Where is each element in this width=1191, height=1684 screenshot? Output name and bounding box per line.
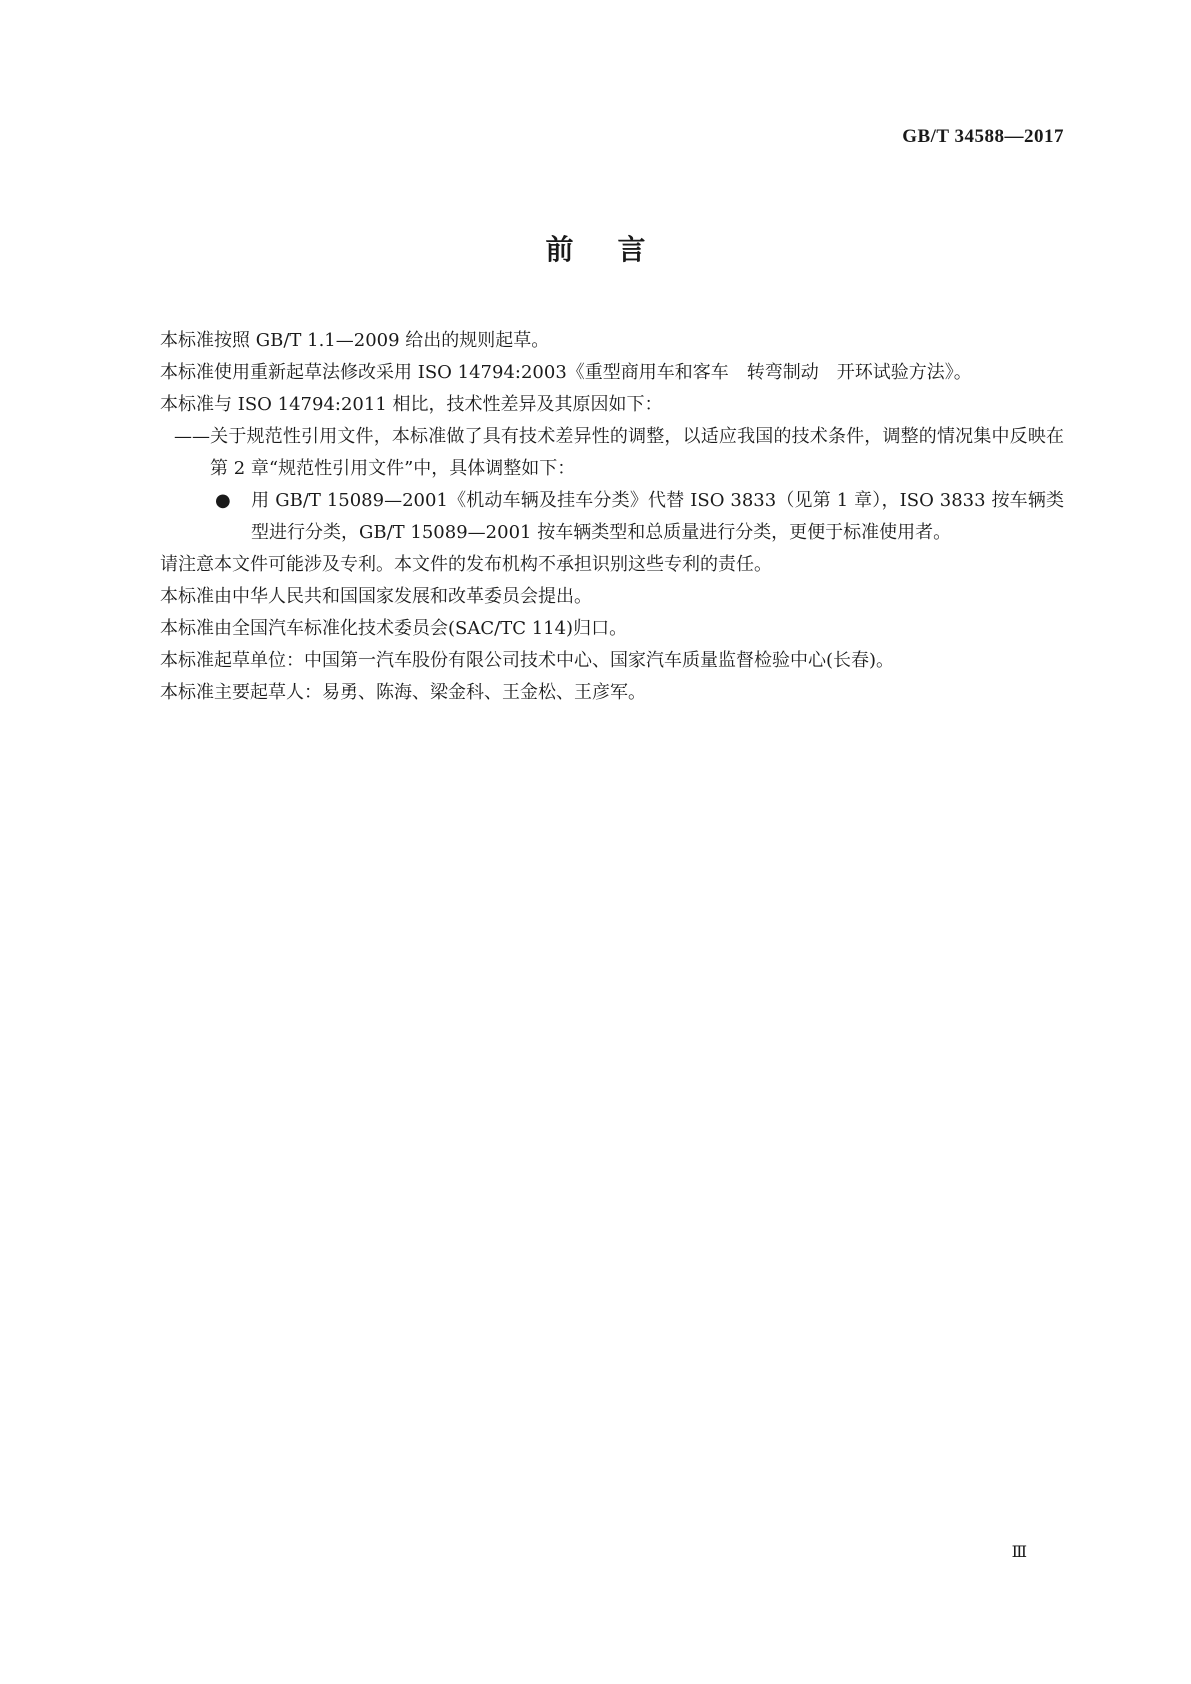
dash-mark: —— xyxy=(174,426,210,447)
dash-list-item xyxy=(124,421,1064,485)
bullet-list-item-text: 用 GB/T 15089—2001《机动车辆及挂车分类》代替 ISO 3833（见第 1 章），ISO 3833 按车辆类型进行分类，GB/T 15089—2001 按车辆类型和总质量进行分类，更便于标准使用者。 xyxy=(251,490,1064,543)
paragraph-patent-notice: 请注意本文件可能涉及专利。本文件的发布机构不承担识别这些专利的责任。 xyxy=(160,554,772,575)
paragraph-drafting-rules: 本标准按照 GB/T 1.1—2009 给出的规则起草。 xyxy=(160,330,550,351)
paragraph-adoption: 本标准使用重新起草法修改采用 ISO 14794:2003《重型商用车和客车 转弯制动 开环试验方法》。 xyxy=(160,362,972,383)
dash-list-item-text: 关于规范性引用文件，本标准做了具有技术差异性的调整，以适应我国的技术条件，调整的情况集中反映在第 2 章“规范性引用文件”中，具体调整如下： xyxy=(210,426,1064,479)
foreword-body xyxy=(124,325,1064,709)
page-number: Ⅲ xyxy=(1011,1544,1027,1561)
bullet-icon: ● xyxy=(215,490,231,511)
standard-code: GB/T 34588—2017 xyxy=(902,126,1064,147)
paragraph-technical-committee: 本标准由全国汽车标准化技术委员会(SAC/TC 114)归口。 xyxy=(160,618,628,639)
paragraph-drafting-units: 本标准起草单位：中国第一汽车股份有限公司技术中心、国家汽车质量监督检验中心(长春)。 xyxy=(160,650,895,671)
paragraph-proposer: 本标准由中华人民共和国国家发展和改革委员会提出。 xyxy=(160,586,592,607)
paragraph-differences: 本标准与 ISO 14794:2011 相比，技术性差异及其原因如下： xyxy=(160,394,663,415)
page-title: 前言 xyxy=(545,233,690,266)
paragraph-drafters: 本标准主要起草人：易勇、陈海、梁金科、王金松、王彦军。 xyxy=(160,682,646,703)
bullet-list-item xyxy=(124,485,1064,549)
